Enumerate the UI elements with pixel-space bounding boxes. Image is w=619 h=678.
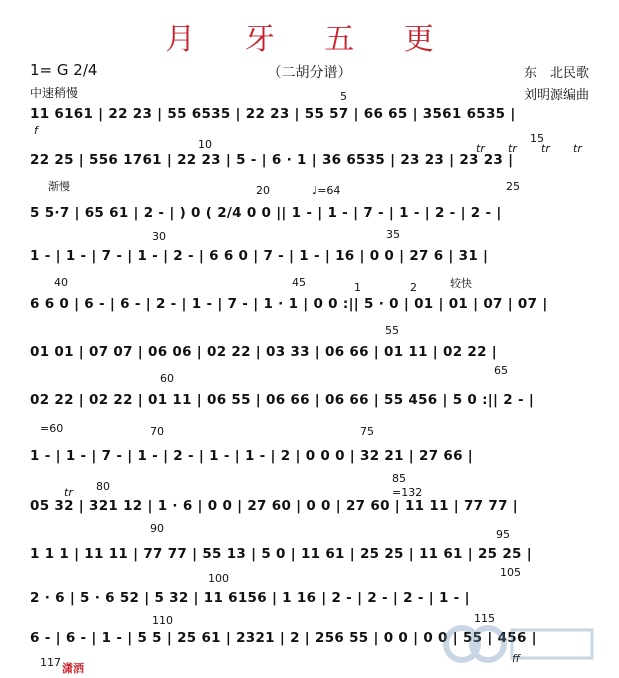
measure-number: 70 (150, 425, 164, 438)
measure-number: 35 (386, 228, 400, 241)
score-line-9: 05 32 | 321 12 | 1 · 6 | 0 0 | 27 60 | 0 0 | 27 60 | 11 11 | 77 77 | (30, 498, 518, 514)
score-line-1: 11 6161 | 22 23 | 55 6535 | 22 23 | 55 57 | 66 65 | 3561 6535 | (30, 106, 516, 122)
expression-slower: 渐慢 (48, 180, 70, 193)
measure-number: 65 (494, 364, 508, 377)
score-line-12: 6 - | 6 - | 1 - | 5 5 | 25 61 | 2321 | 2 | 256 55 | 0 0 | 0 0 | 55 | 456 | (30, 630, 537, 646)
measure-number: 117 (40, 656, 61, 669)
score-line-5: 6 6 0 | 6 - | 6 - | 2 - | 1 - | 7 - | 1 · 1 | 0 0 :|| 5 · 0 | 01 | 01 | 07 | 07 | (30, 296, 548, 312)
watermark-logo-icon (440, 612, 600, 672)
measure-number: 25 (506, 180, 520, 193)
trill-mark: tr (64, 486, 73, 499)
tempo-label: 中速稍慢 (30, 86, 79, 100)
measure-number: 15 (530, 132, 544, 145)
trill-mark: tr (508, 142, 517, 155)
tempo-mark-60: =60 (40, 422, 64, 435)
trill-mark: tr (476, 142, 485, 155)
score-line-7: 02 22 | 02 22 | 01 11 | 06 55 | 06 66 | 06 66 | 55 456 | 5 0 :|| 2 - | (30, 392, 535, 408)
key-signature: 1= G 2/4 (30, 61, 98, 79)
score-line-8: 1 - | 1 - | 7 - | 1 - | 2 - | 1 - | 1 - | 2 | 0 0 0 | 32 21 | 27 66 | (30, 448, 474, 464)
score-line-6: 01 01 | 07 07 | 06 06 | 02 22 | 03 33 | 06 66 | 01 11 | 02 22 | (30, 344, 498, 360)
score-line-11: 2 · 6 | 5 · 6 52 | 5 32 | 11 6156 | 1 16 | 2 - | 2 - | 2 - | 1 - | (30, 590, 470, 606)
trill-mark: tr (541, 142, 550, 155)
measure-number: 45 (292, 276, 306, 289)
measure-number: 105 (500, 566, 521, 579)
dynamic-ff: ff (512, 652, 520, 665)
measure-number: 55 (385, 324, 399, 337)
measure-number: 20 (256, 184, 270, 197)
tempo-mark-132: =132 (392, 486, 423, 499)
measure-number: 90 (150, 522, 164, 535)
expression-faster: 较快 (450, 277, 472, 290)
measure-number: 80 (96, 480, 110, 493)
trill-mark: tr (573, 142, 582, 155)
footer-expression: 潇洒 (62, 662, 84, 675)
dynamic-f: f (34, 124, 38, 137)
measure-number: 100 (208, 572, 229, 585)
volta-2: 2 (410, 281, 417, 294)
score-title: 月 牙 五 更 (165, 22, 454, 57)
arranger-label: 刘明源编曲 (523, 88, 589, 103)
score-line-4: 1 - | 1 - | 7 - | 1 - | 2 - | 6 6 0 | 7 - | 1 - | 16 | 0 0 | 27 6 | 31 | (30, 248, 489, 264)
score-line-3: 5 5·7 | 65 61 | 2 - | ) 0 ( 2/4 0 0 || 1 - | 1 - | 7 - | 1 - | 2 - | 2 - | (30, 205, 502, 221)
measure-number: 95 (496, 528, 510, 541)
measure-number: 115 (474, 612, 495, 625)
score-line-10: 1 1 1 | 11 11 | 77 77 | 55 13 | 5 0 | 11 61 | 25 25 | 11 61 | 25 25 | (30, 546, 532, 562)
origin-label: 东 北民歌 (523, 66, 589, 81)
measure-number: 85 (392, 472, 406, 485)
measure-number: 110 (152, 614, 173, 627)
score-line-2: 22 25 | 556 1761 | 22 23 | 5 - | 6 · 1 | 36 6535 | 23 23 | 23 23 | (30, 152, 514, 168)
measure-number: 60 (160, 372, 174, 385)
volta-1: 1 (354, 281, 361, 294)
measure-number: 5 (340, 90, 347, 103)
measure-number: 75 (360, 425, 374, 438)
tempo-mark-64: ♩=64 (312, 184, 341, 197)
measure-number: 10 (198, 138, 212, 151)
measure-number: 30 (152, 230, 166, 243)
score-subtitle: （二胡分谱） (267, 65, 352, 81)
measure-number: 40 (54, 276, 68, 289)
